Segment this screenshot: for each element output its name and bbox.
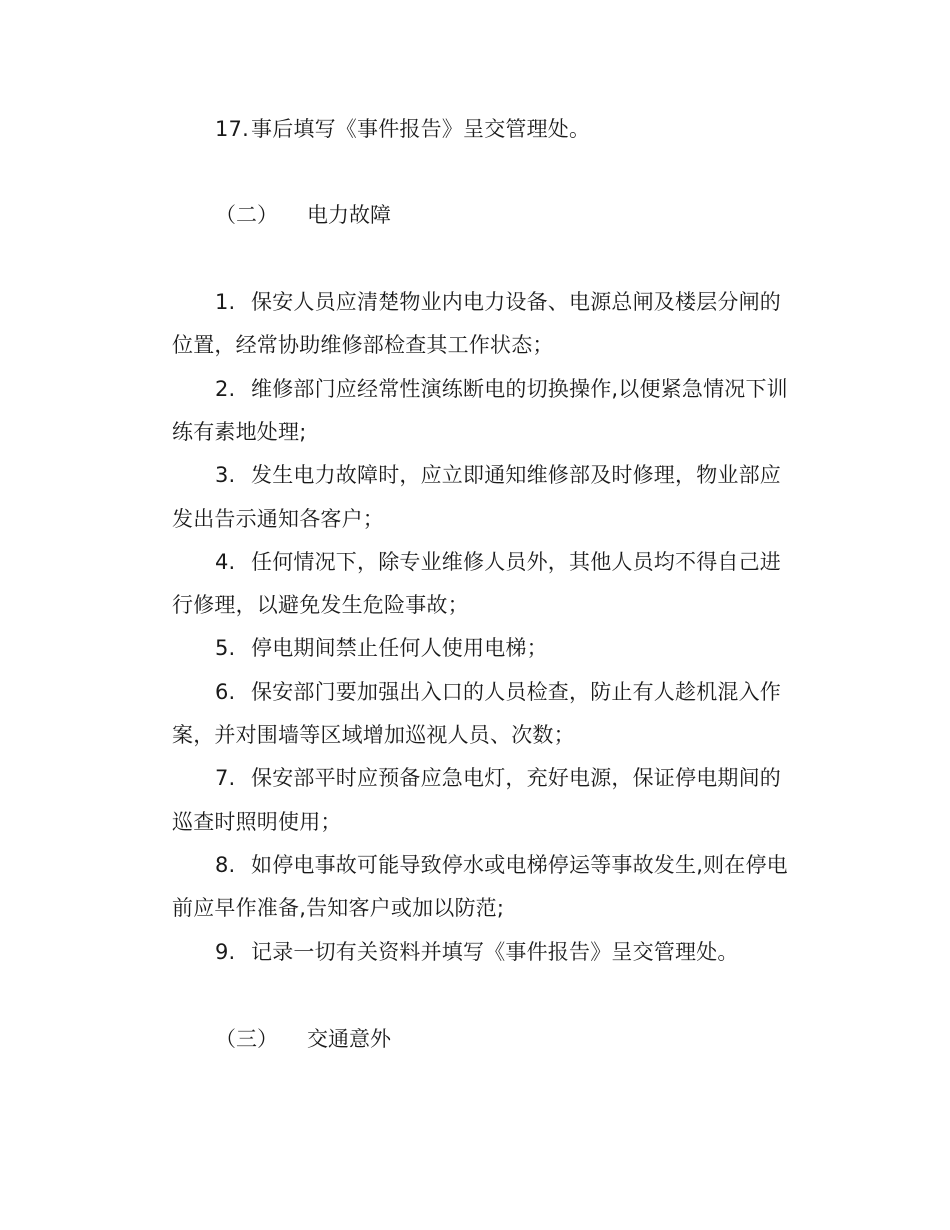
list-item bbox=[215, 763, 781, 793]
list-item-number: 9. bbox=[215, 940, 236, 964]
list-item-continuation: 行修理，以避免发生危险事故； bbox=[172, 593, 469, 617]
list-item-number: 3. bbox=[215, 463, 236, 487]
list-item bbox=[215, 633, 548, 663]
list-item bbox=[215, 374, 788, 404]
list-item bbox=[215, 547, 781, 577]
section-3-title: 交通意外 bbox=[307, 1027, 391, 1051]
list-item-continuation: 位置，经常协助维修部检查其工作状态； bbox=[172, 333, 554, 357]
list-item-number: 2. bbox=[215, 377, 236, 401]
list-item-text: 如停电事故可能导致停水或电梯停运等事故发生,则在停电 bbox=[251, 853, 788, 877]
list-item bbox=[215, 287, 781, 317]
section-2-number: （二） bbox=[215, 203, 278, 227]
list-item-number: 1. bbox=[215, 290, 236, 314]
list-item bbox=[215, 937, 739, 967]
intro-paragraph bbox=[215, 114, 590, 144]
list-item-continuation: 案，并对围墙等区域增加巡视人员、次数； bbox=[172, 723, 575, 747]
list-item-text: 任何情况下，除专业维修人员外，其他人员均不得自己进 bbox=[251, 550, 781, 574]
list-item-number: 7. bbox=[215, 766, 236, 790]
list-item-text: 维修部门应经常性演练断电的切换操作,以便紧急情况下训 bbox=[251, 377, 788, 401]
list-item-text: 保安人员应清楚物业内电力设备、电源总闸及楼层分闸的 bbox=[251, 290, 781, 314]
list-item-text: 保安部平时应预备应急电灯，充好电源，保证停电期间的 bbox=[251, 766, 781, 790]
list-item-number: 8. bbox=[215, 853, 236, 877]
list-item-text: 停电期间禁止任何人使用电梯； bbox=[251, 636, 548, 660]
list-item bbox=[215, 850, 788, 880]
list-item-number: 6. bbox=[215, 680, 236, 704]
list-item-continuation: 前应早作准备,告知客户或加以防范; bbox=[172, 896, 505, 920]
list-item-text: 记录一切有关资料并填写《事件报告》呈交管理处。 bbox=[251, 940, 739, 964]
list-item-number: 4. bbox=[215, 550, 236, 574]
intro-text: 事后填写《事件报告》呈交管理处。 bbox=[251, 117, 591, 141]
list-item-continuation: 巡查时照明使用； bbox=[172, 810, 342, 834]
list-item bbox=[215, 460, 781, 490]
section-2-title: 电力故障 bbox=[307, 203, 391, 227]
list-item-continuation: 练有素地处理; bbox=[172, 420, 307, 444]
list-item-continuation: 发出告示通知各客户； bbox=[172, 507, 384, 531]
list-item-text: 发生电力故障时，应立即通知维修部及时修理，物业部应 bbox=[251, 463, 781, 487]
list-item bbox=[215, 677, 781, 707]
section-heading-3 bbox=[215, 1024, 615, 1054]
intro-number: 17. bbox=[215, 117, 249, 141]
section-heading-2 bbox=[215, 200, 615, 230]
list-item-number: 5. bbox=[215, 636, 236, 660]
list-item-text: 保安部门要加强出入口的人员检查，防止有人趁机混入作 bbox=[251, 680, 781, 704]
section-3-number: （三） bbox=[215, 1027, 278, 1051]
